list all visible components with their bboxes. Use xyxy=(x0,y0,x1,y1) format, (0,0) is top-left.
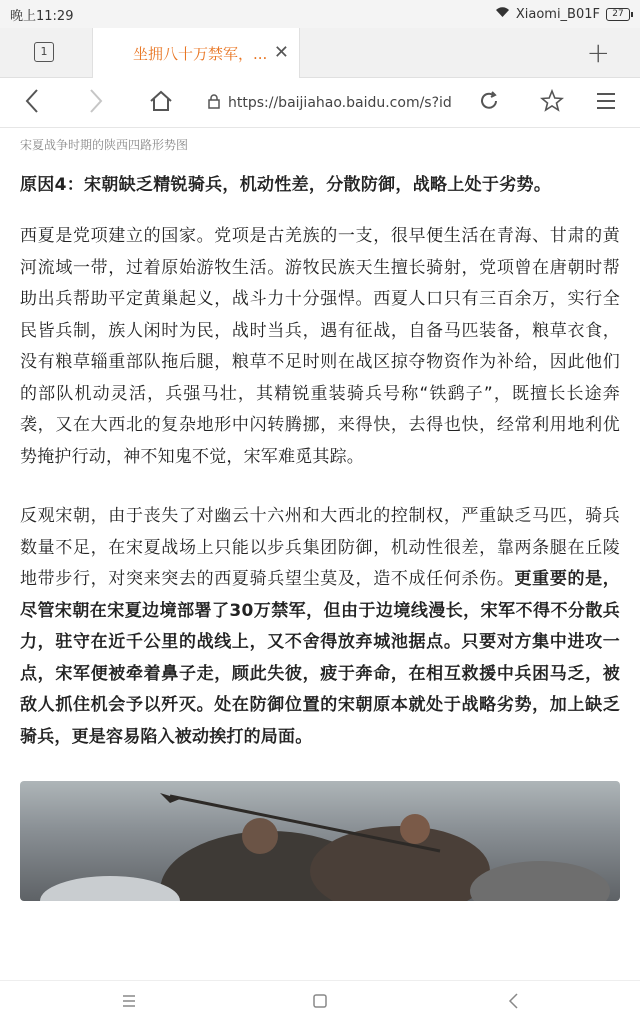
menu-icon[interactable] xyxy=(596,88,616,120)
bookmark-star-icon[interactable] xyxy=(540,88,564,120)
status-bar xyxy=(0,0,640,28)
battery-icon: 27 xyxy=(606,8,630,21)
tab-bar xyxy=(0,28,640,78)
recent-apps-icon[interactable] xyxy=(120,991,138,1016)
url-text[interactable]: https://baijiahao.baidu.com/s?id xyxy=(228,95,452,111)
forward-icon[interactable] xyxy=(88,88,104,120)
back-icon[interactable] xyxy=(24,88,40,120)
status-time: 晚上11:29 xyxy=(10,8,74,24)
browser-toolbar xyxy=(0,78,640,128)
system-back-icon[interactable] xyxy=(505,991,523,1016)
article-heading: 原因4：宋朝缺乏精锐骑兵，机动性差，分散防御，战略上处于劣势。 xyxy=(20,175,552,195)
paragraph-1: 西夏是党项建立的国家。党项是古羌族的一支，很早便生活在青海、甘肃的黄河流域一带，过着原始游牧生活。游牧民族天生擅长骑射，党项曾在唐朝时帮助出兵帮助平定黄巢起义，战斗力十分强悍。西夏人口只有三百余万，实行全民皆兵制，族人闲时为民，战时当兵，遇有征战，自备马匹装备，粮草衣食，没有粮草辎重部队拖后腿，粮草不足时则在战区掠夺物资作为补给，因此他们的部队机动灵活，兵强马壮，其精锐重装骑兵号称“铁鹞子”，既擅长长途奔袭，又在大西北的复杂地形中闪转腾挪，来得快，去得也快，经常利用地利优势掩护行动，神不知鬼不觉，宋军难觅其踪。 xyxy=(20,226,620,467)
wifi-icon xyxy=(495,6,510,22)
article-image xyxy=(20,781,620,901)
system-navigation-bar xyxy=(0,980,640,1024)
reload-icon[interactable] xyxy=(478,88,500,119)
paragraph-2 xyxy=(20,501,620,753)
paragraph-2-bold: 更重要的是，尽管宋朝在宋夏边境部署了30万禁军，但由于边境线漫长，宋军不得不分散兵力，驻守在近千公里的战线上，又不舍得放弃城池据点。只要对方集中进攻一点，宋军便被牵着鼻子走，顾此失彼，疲于奔命，在相互救援中兵困马乏，被敌人抓住机会予以歼灭。处在防御位置的宋朝原本就处于战略劣势，加上缺乏骑兵，更是容易陷入被动挨打的局面。 xyxy=(20,569,621,747)
paragraph-2-normal: 反观宋朝，由于丧失了对幽云十六州和大西北的控制权，严重缺乏马匹，骑兵数量不足，在宋夏战场上只能以步兵集团防御，机动性很差，靠两条腿在丘陵地带步行，对突来突去的西夏骑兵望尘莫及，造不成任何杀伤。 xyxy=(20,506,620,589)
article-content xyxy=(0,128,640,980)
system-home-icon[interactable] xyxy=(311,991,329,1016)
new-tab-button[interactable]: + xyxy=(586,36,610,69)
tab-count-button[interactable]: 1 xyxy=(34,42,54,62)
active-tab[interactable] xyxy=(92,28,300,79)
tab-close-icon[interactable]: ✕ xyxy=(273,42,289,63)
image-caption: 宋夏战争时期的陕西四路形势图 xyxy=(20,138,189,152)
status-right xyxy=(495,6,630,22)
tab-title: 坐拥八十万禁军，... xyxy=(133,45,268,63)
address-bar[interactable] xyxy=(208,88,468,118)
lock-icon xyxy=(208,94,220,113)
home-icon[interactable] xyxy=(148,88,174,120)
network-name: Xiaomi_B01F xyxy=(515,6,600,22)
